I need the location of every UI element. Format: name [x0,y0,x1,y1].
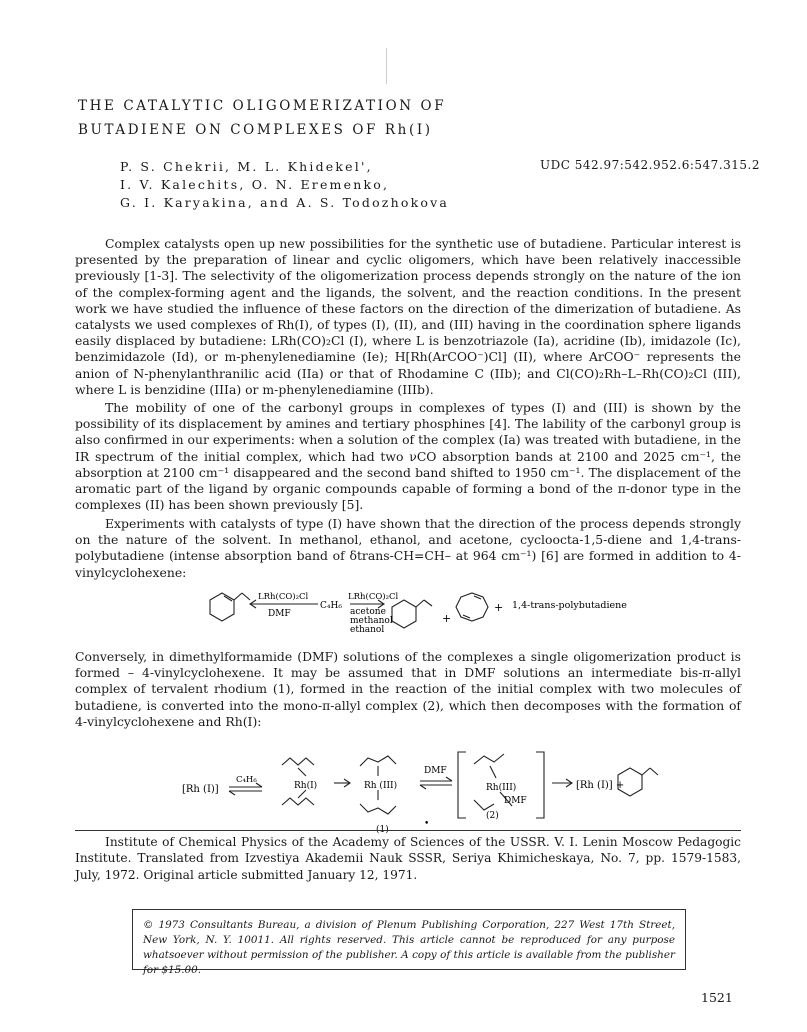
scheme2-dmf-arrow-label: DMF [424,766,447,776]
scheme2-product-rh: [Rh (I)] + [576,780,625,791]
scheme1-solvent-methanol: methanol [350,616,393,626]
scheme2-label-1: (1) [376,825,389,835]
scheme2-start-rh: [Rh (I)] [182,784,219,795]
author-line-1: P. S. Chekrii, M. L. Khidekel', [120,159,373,174]
scheme1-reagent: C₄H₆ [320,601,342,611]
scheme2-dmf-ligand: DMF [504,796,527,806]
author-line-2: I. V. Kalechits, O. N. Eremenko, [120,177,390,192]
scheme2-dot: • [424,819,430,829]
paragraph-4: Conversely, in dimethylformamide (DMF) solutions of the complexes a single oligomerization product is formed – 4-vinylcyclohexene. It may be assumed that in DMF solutions an intermediate bis-π-allyl complex of tervalent rhodium (1), formed in the reaction of the initial complex with two molecules of butadiene, is converted into the mono-π-allyl complex (2), which then decomposes with the formation of 4-vinylcyclohexene and Rh(I): [75,649,741,729]
author-line-3: G. I. Karyakina, and A. S. Todozhokova [120,195,449,210]
scheme2-reagent: C₄H₆ [236,775,257,785]
scheme1-solvent-ethanol: ethanol [350,625,385,635]
scheme2-rh-iii-a: Rh (III) [364,781,398,791]
scheme1-right-arrow-catalyst: LRh(CO)₂Cl [348,592,399,602]
paragraph-3: Experiments with catalysts of type (I) have shown that the direction of the process depends strongly on the nature of the solvent. In methanol, ethanol, and acetone, cycloocta-1,5-diene and 1,4-trans-polybutadiene (intense absorption band of δtrans-CH=CH– at 964 cm⁻¹) [6] are formed in addition to 4-vinylcyclohexene: [75,516,741,580]
article-title-line-2: BUTADIENE ON COMPLEXES OF Rh(I) [78,122,433,138]
scheme2-rh-iii-b: Rh(III) [486,783,517,793]
udc-code: UDC 542.97:542.952.6:547.315.2 [540,158,760,172]
scheme2-label-2: (2) [486,811,499,821]
copyright-box [132,909,686,976]
scheme1-left-arrow-catalyst: LRh(CO)₂Cl [258,592,309,602]
footnote-divider [75,830,741,831]
scheme1-product-polybutadiene: 1,4-trans-polybutadiene [512,600,627,611]
scheme1-solvent-acetone: acetone [350,607,386,617]
article-title-line-1: THE CATALYTIC OLIGOMERIZATION OF [78,98,447,114]
scheme1-left-arrow-solvent: DMF [268,609,291,619]
scheme2-rh-i: Rh(I) [294,781,318,791]
scheme1-plus-2: + [494,601,504,614]
page-number: 1521 [701,990,733,1005]
copyright-text: © 1973 Consultants Bureau, a division of Plenum Publishing Corporation, 227 West 17th Street, New York, N. Y. 10011. All rights reserved. This article cannot be reproduced for any purpose whatsoever without permission of the publisher. A copy of this article is available from the publisher for $15.00. [143,919,675,976]
footnote-affiliation: Institute of Chemical Physics of the Academy of Sciences of the USSR. V. I. Lenin Moscow Pedagogic Institute. Translated from Izvestiya Akademii Nauk SSSR, Seriya Khimicheskaya, No. 7, pp. 1579-1583, July, 1972. Original article submitted January 12, 1971. [75,835,741,882]
paragraph-2: The mobility of one of the carbonyl groups in complexes of types (I) and (III) is shown by the possibility of its displacement by amines and tertiary phosphines [4]. The lability of the carbonyl group is also confirmed in our experiments: when a solution of the complex (Ia) was treated with butadiene, in the IR spectrum of the initial complex, which had two νCO absorption bands at 2100 and 2025 cm⁻¹, the absorption at 2100 cm⁻¹ disappeared and the second band shifted to 1950 cm⁻¹. The displacement of the aromatic part of the ligand by organic compounds capable of forming a bond of the π-donor type in the complexes (II) has been shown previously [5]. [75,400,741,513]
paragraph-1: Complex catalysts open up new possibilities for the synthetic use of butadiene. Particular interest is presented by the preparation of linear and cyclic oligomers, which have been relatively inaccessible previously [1-3]. The selectivity of the oligomerization process depends strongly on the nature of the ion of the complex-forming agent and the ligands, the solvent, and the reaction conditions. In the present work we have studied the influence of these factors on the direction of the dimerization of butadiene. As catalysts we used complexes of Rh(I), of types (I), (II), and (III) having in the coordination sphere ligands easily displaced by butadiene: LRh(CO)₂Cl (I), where L is benzotriazole (Ia), acridine (Ib), imidazole (Ic), benzimidazole (Id), or m-phenylenediamine (Ie); H[Rh(ArCOO⁻)Cl] (II), where ArCOO⁻ represents the anion of N-phenylanthranilic acid (IIa) or that of Rhodamine C (IIb); and Cl(CO)₂Rh–L–Rh(CO)₂Cl (III), where L is benzidine (IIIa) or m-phenylenediamine (IIIb). [75,236,741,397]
scheme1-plus-1: + [442,612,452,625]
